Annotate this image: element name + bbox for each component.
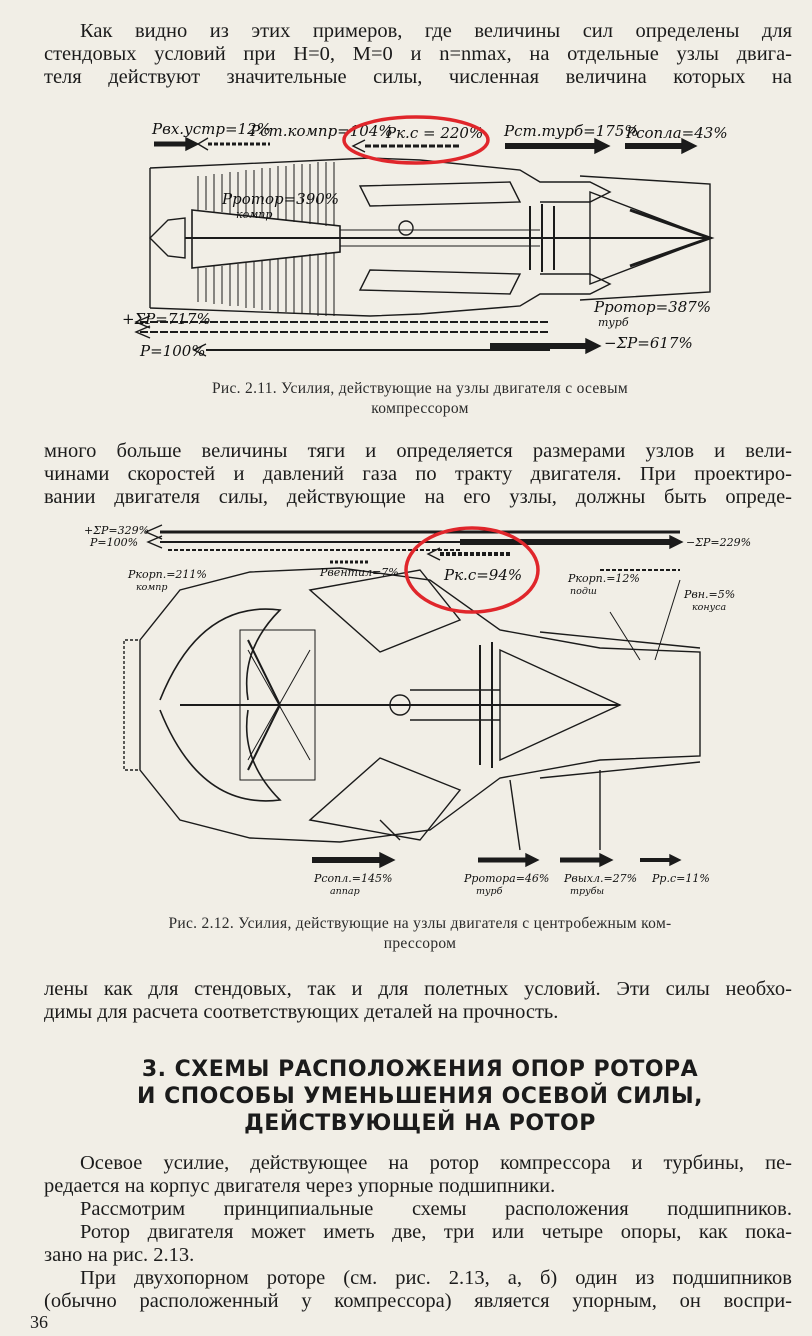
label-p-vn-konusa: Pвн.=5% [684, 588, 736, 601]
label-p-total: P=100% [90, 536, 139, 549]
text-line: зано на рис. 2.13. [44, 1244, 195, 1266]
figure-caption-2-12 [60, 914, 780, 954]
label-sum-plus: +ΣP=329% [84, 524, 150, 537]
label-p-vn-konusa-sub: конуса [692, 602, 727, 613]
text-line: лены как для стендовых, так и для полетных условий. Эти силы необхо- [44, 978, 792, 1000]
label-p-rotor-turb: Pротор=387% [594, 298, 712, 316]
label-p-ventil: Pвентил=7% [320, 566, 399, 579]
label-p-vykhl-truby: Pвыхл.=27% [564, 872, 638, 885]
section-heading [60, 1056, 780, 1137]
caption-line: Рис. 2.12. Усилия, действующие на узлы двигателя с центробежным ком- [168, 915, 672, 932]
text-line: Осевое усилие, действующее на ротор компрессора и турбины, пе- [80, 1152, 792, 1174]
text-line: вании двигателя силы, действующие на его узлы, должны быть опреде- [44, 486, 792, 508]
heading-line: 3. СХЕМЫ РАСПОЛОЖЕНИЯ ОПОР РОТОРА [141, 1057, 699, 1082]
paragraph-supports [44, 1221, 792, 1267]
page-number: 36 [30, 1312, 48, 1332]
label-p-st-turb: Pст.турб=175% [504, 122, 639, 140]
paragraph-forces [44, 440, 792, 509]
label-p-rotor-turb-sub: турб [598, 316, 629, 329]
figure-axial-engine [110, 110, 760, 370]
label-p-rotor-kompr: Pротор=390% [222, 190, 340, 208]
text-line: Ротор двигателя может иметь две, три или четыре опоры, как пока- [80, 1221, 792, 1243]
label-p-rotor-turb: Pротора=46% [464, 872, 550, 885]
text-line: редается на корпус двигателя через упорные подшипники. [44, 1175, 556, 1197]
label-p-korp-kompr-sub: компр [136, 582, 168, 593]
heading-line: ДЕЙСТВУЮЩЕЙ НА РОТОР [244, 1111, 596, 1136]
label-sum-minus: −ΣP=617% [604, 334, 693, 352]
text-line: димы для расчета соответствующих деталей на прочность. [44, 1001, 559, 1023]
caption-line: Рис. 2.11. Усилия, действующие на узлы двигателя с осевым [211, 380, 628, 397]
paragraph-axial-force [44, 1152, 792, 1198]
label-sum-plus: +ΣP=717% [122, 310, 211, 328]
caption-line: прессором [383, 935, 457, 952]
label-p-vykhl-truby-sub: трубы [570, 886, 605, 897]
heading-line: И СПОСОБЫ УМЕНЬШЕНИЯ ОСЕВОЙ СИЛЫ, [137, 1084, 703, 1109]
label-p-total: P=100% [140, 342, 206, 360]
label-p-sopl-appar: Pсопл.=145% [314, 872, 393, 885]
text-line: чинами скоростей и давлений газа по тракту двигателя. При проектиро- [44, 463, 792, 485]
label-p-korp-podsh-sub: подш [570, 586, 597, 597]
label-p-korp-kompr: Pкорп.=211% [128, 568, 207, 581]
label-p-st-kompr: Pст.компр=104% [250, 122, 393, 140]
text-line: Как видно из этих примеров, где величины сил определены для [80, 20, 792, 42]
label-p-vx-ustr: Pвх.устр=12% [152, 120, 271, 138]
text-line: теля действуют значительные силы, численная величина которых на [44, 66, 792, 88]
label-p-rotor-turb-sub: турб [476, 886, 503, 897]
label-p-rs: Pр.с=11% [652, 872, 710, 885]
paragraph-intro [44, 20, 792, 89]
label-p-ks: Pк.с=94% [444, 566, 523, 584]
paragraph-conditions [44, 978, 792, 1024]
paragraph-two-support-rotor [44, 1267, 792, 1313]
label-p-sopl-appar-sub: аппар [330, 886, 360, 897]
caption-line: компрессором [371, 400, 469, 417]
label-p-sopla: Pсопла=43% [626, 124, 728, 142]
figure-centrifugal-engine [80, 520, 780, 897]
text-line: Рассмотрим принципиальные схемы расположения подшипников. [80, 1198, 792, 1220]
label-p-ks: Pк.с = 220% [386, 124, 484, 142]
text-line: При двухопорном роторе (см. рис. 2.13, а, б) один из подшипников [80, 1267, 792, 1289]
text-line: (обычно расположенный у компрессора) является упорным, он воспри- [44, 1290, 792, 1312]
text-line: много больше величины тяги и определяется размерами узлов и вели- [44, 440, 792, 462]
figure-caption-2-11 [60, 379, 780, 419]
text-line: стендовых условий при H=0, M=0 и n=nmax, на отдельные узлы двига- [44, 43, 792, 65]
paragraph-bearing-schemes [44, 1198, 792, 1221]
label-p-korp-podsh: Pкорп.=12% [568, 572, 640, 585]
label-sum-minus: −ΣP=229% [686, 536, 752, 549]
label-p-rotor-kompr-sub: компр [236, 208, 273, 221]
